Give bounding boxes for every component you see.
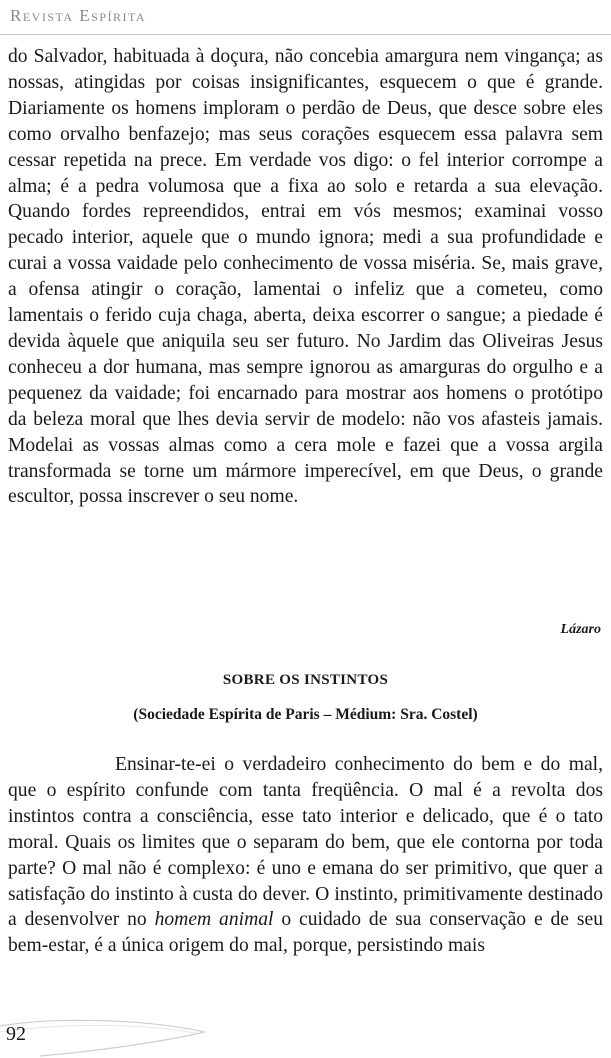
section-title: SOBRE OS INSTINTOS: [222, 672, 389, 688]
paragraph-2-text-start: Ensinar-te-ei o verdadeiro conhecimento do bem e do mal, que o espírito confunde com tanta freqüência. O mal é a revolta dos instintos contra a consciência, esse tato interior e delicado, que é o tato moral. Quais os limites que o separam do bem, que ele contorna por toda parte? O mal não é complexo: é uno e emana do ser primitivo, que quer a satisfação do instinto à custa do dever. O instinto, primitivamente destinado a desenvolver no: [8, 754, 603, 931]
section-subtitle: (Sociedade Espírita de Paris – Médium: Sra. Costel): [133, 706, 478, 723]
paragraph-2-emphasis: homem animal: [154, 909, 274, 931]
body-paragraph-1: do Salvador, habituada à doçura, não concebia amargura nem vingança; as nossas, atingidas por coisas insignificantes, esquecem o que é grande. Diariamente os homens imploram o perdão de Deus, que desce sobre eles como orvalho benfazejo; mas seus corações esquecem essa palavra sem cessar repetida na prece. Em verdade vos digo: o fel interior corrompe a alma; é a pedra volumosa que a fixa ao solo e retarda a sua elevação. Quando fordes repreendidos, entrai em vós mesmos; examinai vosso pecado interior, aquele que o mundo ignora; medi a sua profundidade e curai a vossa vaidade pelo conhecimento de vossa miséria. Se, mais grave, a ofensa atingir o coração, lamentai o infeliz que a cometeu, como lamentais o ferido cuja chaga, aberta, deixa escorrer o sangue; a piedade é devida àquele que aniquila seu ser futuro. No Jardim das Oliveiras Jesus conheceu a dor humana, mas sempre ignorou as amarguras do orgulho e a pequenez da vaidade; foi encarnado para mostrar aos homens o protótipo da beleza moral que lhes devia servir de modelo: não vos afasteis jamais. Modelai as vossas almas como a cera mole e fazei que a vossa argila transformada se torne um mármore imperecível, em que Deus, o grande escultor, possa inscrever o seu nome.: [8, 46, 603, 508]
header-rule: [0, 34, 611, 35]
paragraph-2-text-end: o cuidado de sua conservação e de seu bem-estar, é a única origem do mal, porque, persistindo mais: [8, 909, 603, 957]
body-paragraph-2: [8, 752, 603, 959]
running-head-title: Revista Espírita: [10, 6, 147, 25]
page-number: 92: [6, 1023, 26, 1045]
page-corner-swoosh: [0, 1010, 611, 1058]
signature: Lázaro: [560, 622, 601, 637]
